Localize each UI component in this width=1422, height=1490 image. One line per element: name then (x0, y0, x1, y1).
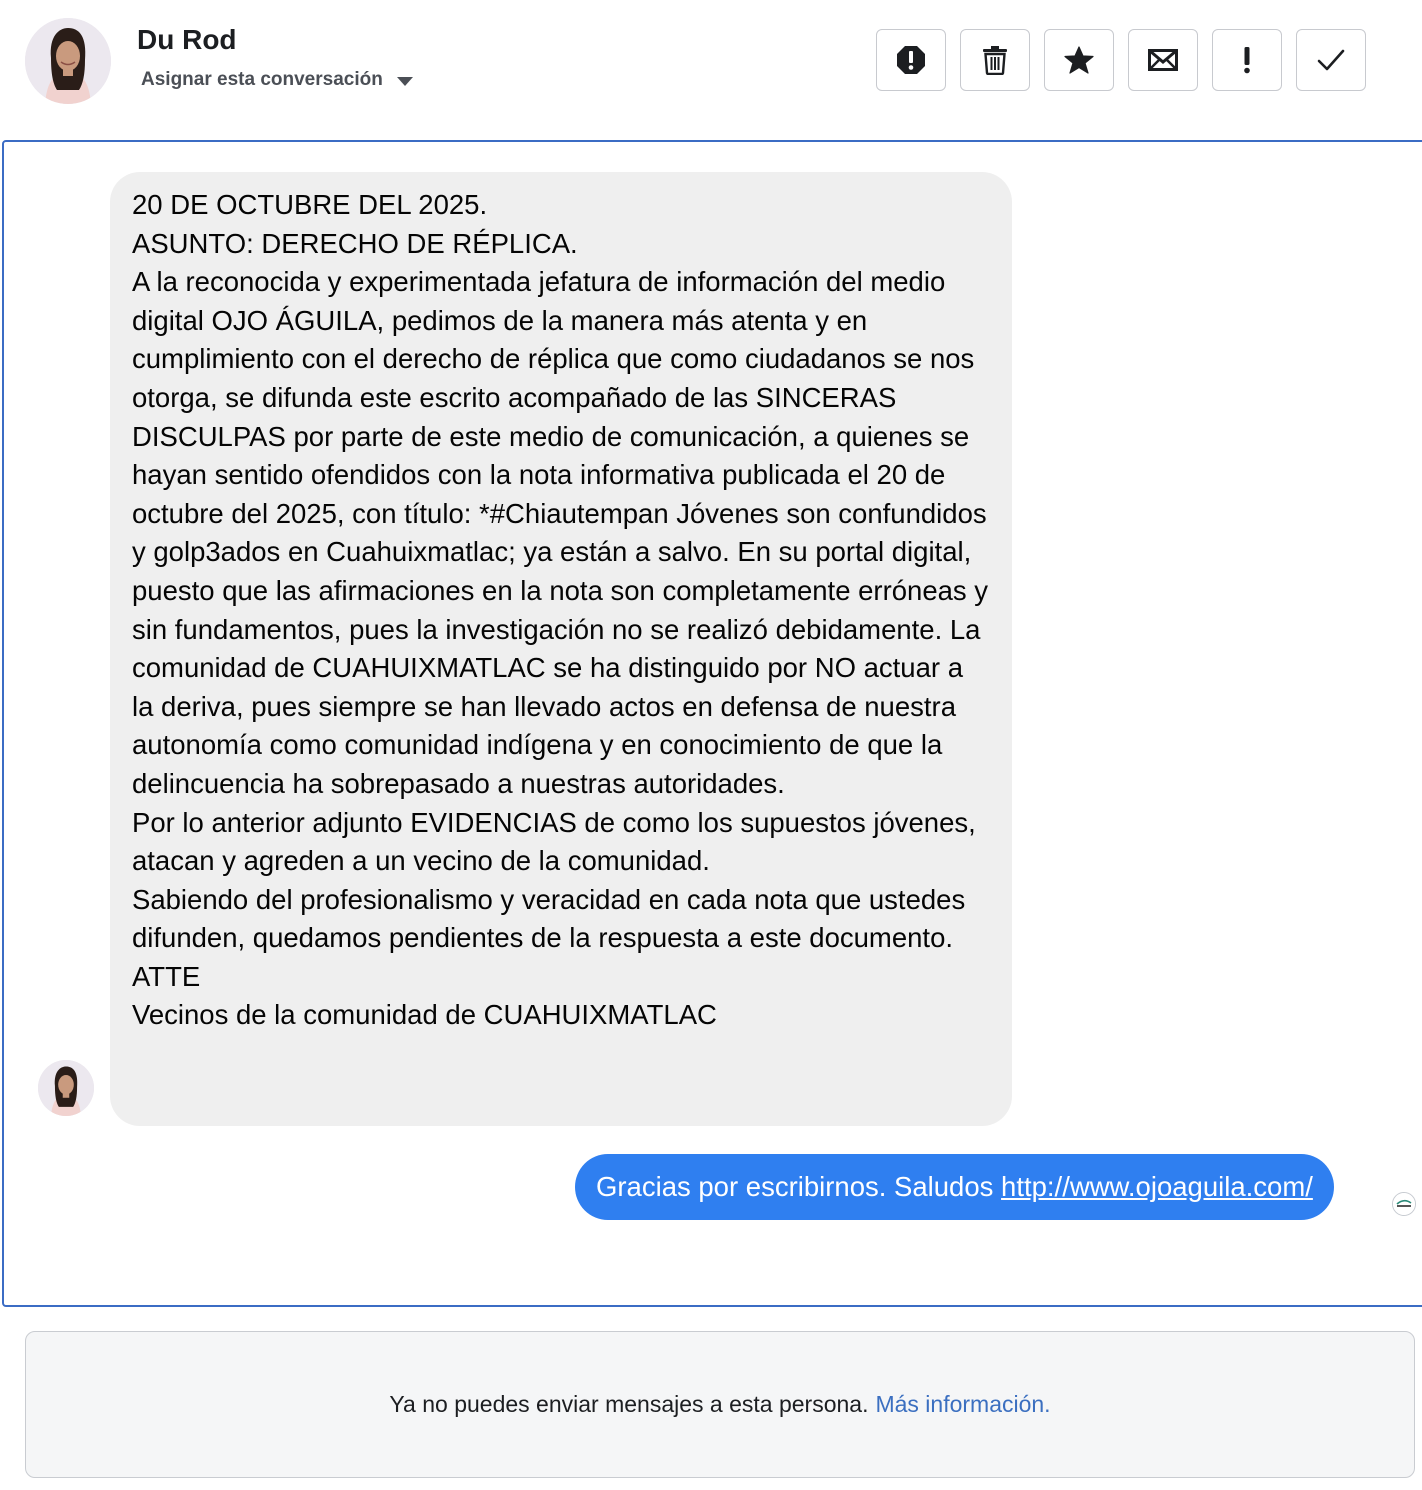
assign-label: Asignar esta conversación (141, 69, 383, 90)
chevron-down-icon (397, 77, 413, 86)
report-spam-button[interactable] (876, 29, 946, 91)
contact-name[interactable]: Du Rod (137, 24, 237, 55)
outgoing-message-bubble (575, 1154, 1334, 1220)
star-button[interactable] (1044, 29, 1114, 91)
delete-button[interactable] (960, 29, 1030, 91)
sender-avatar (38, 1060, 94, 1116)
page-avatar (1392, 1192, 1416, 1216)
outgoing-message-text: Gracias por escribirnos. Saludos (596, 1171, 1002, 1202)
mark-important-button[interactable] (1212, 29, 1282, 91)
conversation-header (0, 0, 1422, 140)
action-toolbar (876, 29, 1366, 91)
notice-text: Ya no puedes enviar mensajes a esta persona. (389, 1391, 869, 1417)
website-link[interactable]: http://www.ojoaguila.com/ (1001, 1171, 1313, 1202)
checkmark-icon (1317, 49, 1345, 71)
envelope-icon (1148, 49, 1178, 71)
mark-unread-button[interactable] (1128, 29, 1198, 91)
assign-conversation-dropdown[interactable] (141, 69, 413, 91)
star-icon (1064, 46, 1094, 74)
exclamation-icon (1243, 46, 1251, 74)
message-thread[interactable] (2, 140, 1422, 1307)
contact-avatar[interactable] (25, 18, 111, 104)
trash-icon (982, 45, 1008, 75)
messaging-disabled-notice (25, 1331, 1415, 1478)
incoming-message-bubble: 20 DE OCTUBRE DEL 2025. ASUNTO: DERECHO DE RÉPLICA. A la reconocida y experimentada jefatura de información del medio digital OJO ÁGUILA, pedimos de la manera más atenta y en cumplimiento con el derecho de réplica que como ciudadanos se nos otorga, se difunda este escrito acompañado de las SINCERAS DISCULPAS por parte de este medio de comunicación, a quienes se hayan sentido ofendidos con la nota informativa publicada el 20 de octubre del 2025, con título: *#Chiautempan Jóvenes son confundidos y golp3ados en Cuahuixmatlac; ya están a salvo. En su portal digital, puesto que las afirmaciones en la nota son completamente erróneas y sin fundamentos, pues la investigación no se realizó debidamente. La comunidad de CUAHUIXMATLAC se ha distinguido por NO actuar a la deriva, pues siempre se han llevado actos en defensa de nuestra autonomía como comunidad indígena y en conocimiento de que la delincuencia ha sobrepasado a nuestras autoridades. Por lo anterior adjunto EVIDENCIAS de como los supuestos jóvenes, atacan y agreden a un vecino de la comunidad. Sabiendo del profesionalismo y veracidad en cada nota que ustedes difunden, quedamos pendientes de la respuesta a este documento. ATTE Vecinos de la comunidad de CUAHUIXMATLAC (110, 172, 1012, 1126)
mark-done-button[interactable] (1296, 29, 1366, 91)
alert-octagon-icon (896, 45, 926, 75)
more-info-link[interactable]: Más información. (875, 1391, 1051, 1417)
